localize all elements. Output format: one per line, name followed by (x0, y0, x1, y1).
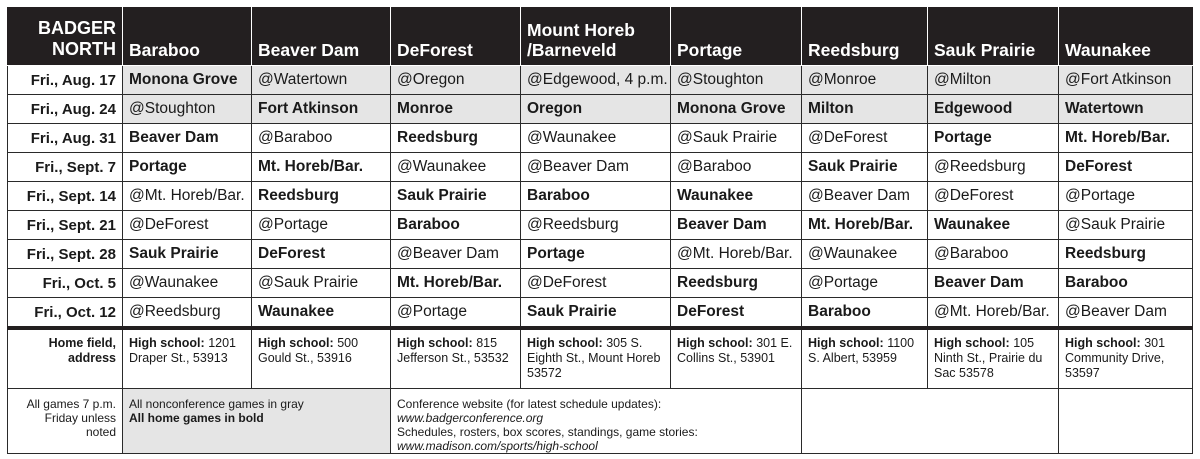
empty-cell (802, 389, 1059, 454)
game-cell-beaver-dam: DeForest (252, 240, 391, 269)
game-cell-portage: @Baraboo (671, 153, 802, 182)
team-header-deforest: DeForest (391, 8, 521, 66)
game-cell-deforest: Mt. Horeb/Bar. (391, 269, 521, 298)
date-label: Fri., Sept. 7 (8, 153, 123, 182)
football-schedule-table (7, 7, 1193, 454)
date-label: Fri., Oct. 5 (8, 269, 123, 298)
game-cell-mount-horeb-barneveld: Sauk Prairie (521, 298, 671, 329)
game-cell-deforest: @Portage (391, 298, 521, 329)
game-cell-sauk-prairie: @Reedsburg (928, 153, 1059, 182)
game-cell-deforest: @Waunakee (391, 153, 521, 182)
game-row-fri-sept-14 (8, 182, 1193, 211)
game-cell-sauk-prairie: @DeForest (928, 182, 1059, 211)
game-cell-sauk-prairie: @Baraboo (928, 240, 1059, 269)
game-cell-waunakee: DeForest (1059, 153, 1193, 182)
game-cell-baraboo: @Mt. Horeb/Bar. (123, 182, 252, 211)
conference-website-link[interactable]: www.badgerconference.org (397, 411, 544, 425)
game-cell-baraboo: Beaver Dam (123, 124, 252, 153)
home-field-baraboo: High school: 1201 Draper St., 53913 (123, 328, 252, 389)
game-cell-mount-horeb-barneveld: @Reedsburg (521, 211, 671, 240)
game-cell-beaver-dam: Waunakee (252, 298, 391, 329)
game-cell-portage: DeForest (671, 298, 802, 329)
game-cell-baraboo: @Waunakee (123, 269, 252, 298)
game-cell-waunakee: Mt. Horeb/Bar. (1059, 124, 1193, 153)
game-cell-beaver-dam: Fort Atkinson (252, 95, 391, 124)
empty-cell-last (1059, 389, 1193, 454)
game-row-fri-aug-17 (8, 66, 1193, 95)
game-cell-beaver-dam: @Sauk Prairie (252, 269, 391, 298)
game-cell-baraboo: @Stoughton (123, 95, 252, 124)
game-cell-deforest: @Oregon (391, 66, 521, 95)
game-cell-beaver-dam: Mt. Horeb/Bar. (252, 153, 391, 182)
team-header-beaver-dam: Beaver Dam (252, 8, 391, 66)
game-cell-waunakee: @Beaver Dam (1059, 298, 1193, 329)
legend-nonconference: All nonconference games in gray (129, 397, 304, 411)
conference-website-line: Conference website (for latest schedule updates): www.badgerconference.org (397, 397, 662, 425)
game-cell-baraboo: @DeForest (123, 211, 252, 240)
game-cell-waunakee: Baraboo (1059, 269, 1193, 298)
game-cell-reedsburg: @Portage (802, 269, 928, 298)
date-label: Fri., Aug. 17 (8, 66, 123, 95)
game-cell-sauk-prairie: Beaver Dam (928, 269, 1059, 298)
game-cell-portage: @Mt. Horeb/Bar. (671, 240, 802, 269)
game-cell-baraboo: Portage (123, 153, 252, 182)
date-label: Fri., Aug. 24 (8, 95, 123, 124)
schedules-line: Schedules, rosters, box scores, standings, game stories: (397, 425, 698, 439)
game-cell-waunakee: Watertown (1059, 95, 1193, 124)
team-header-sauk-prairie: Sauk Prairie (928, 8, 1059, 66)
game-cell-baraboo: @Reedsburg (123, 298, 252, 329)
game-cell-reedsburg: Baraboo (802, 298, 928, 329)
game-cell-reedsburg: Milton (802, 95, 928, 124)
home-field-reedsburg: High school: 1100 S. Albert, 53959 (802, 328, 928, 389)
game-cell-reedsburg: @Monroe (802, 66, 928, 95)
game-cell-portage: Beaver Dam (671, 211, 802, 240)
game-cell-waunakee: @Fort Atkinson (1059, 66, 1193, 95)
home-field-portage: High school: 301 E. Collins St., 53901 (671, 328, 802, 389)
game-cell-baraboo: Monona Grove (123, 66, 252, 95)
legend-cell (123, 389, 391, 454)
game-cell-beaver-dam: @Baraboo (252, 124, 391, 153)
game-cell-sauk-prairie: Portage (928, 124, 1059, 153)
game-cell-reedsburg: @DeForest (802, 124, 928, 153)
game-cell-beaver-dam: Reedsburg (252, 182, 391, 211)
game-cell-sauk-prairie: Edgewood (928, 95, 1059, 124)
game-row-fri-sept-28 (8, 240, 1193, 269)
home-field-label: Home field, address (8, 328, 123, 389)
home-field-deforest: High school: 815 Jefferson St., 53532 (391, 328, 521, 389)
game-cell-reedsburg: @Waunakee (802, 240, 928, 269)
game-cell-waunakee: @Sauk Prairie (1059, 211, 1193, 240)
game-cell-mount-horeb-barneveld: @Beaver Dam (521, 153, 671, 182)
game-cell-deforest: Reedsburg (391, 124, 521, 153)
game-cell-portage: @Stoughton (671, 66, 802, 95)
game-cell-mount-horeb-barneveld: Oregon (521, 95, 671, 124)
game-cell-portage: Waunakee (671, 182, 802, 211)
home-field-beaver-dam: High school: 500 Gould St., 53916 (252, 328, 391, 389)
game-cell-mount-horeb-barneveld: @DeForest (521, 269, 671, 298)
team-header-waunakee: Waunakee (1059, 8, 1193, 66)
date-label: Fri., Sept. 21 (8, 211, 123, 240)
game-cell-deforest: Sauk Prairie (391, 182, 521, 211)
websites-cell (391, 389, 802, 454)
game-cell-mount-horeb-barneveld: @Waunakee (521, 124, 671, 153)
game-cell-portage: @Sauk Prairie (671, 124, 802, 153)
game-cell-sauk-prairie: @Mt. Horeb/Bar. (928, 298, 1059, 329)
date-label: Fri., Oct. 12 (8, 298, 123, 329)
game-cell-deforest: @Beaver Dam (391, 240, 521, 269)
game-time-note: All games 7 p.m. Friday unless noted (8, 389, 123, 454)
home-field-waunakee: High school: 301 Community Drive, 53597 (1059, 328, 1193, 389)
game-cell-mount-horeb-barneveld: Portage (521, 240, 671, 269)
game-row-fri-sept-21 (8, 211, 1193, 240)
game-cell-beaver-dam: @Portage (252, 211, 391, 240)
game-cell-sauk-prairie: @Milton (928, 66, 1059, 95)
game-cell-mount-horeb-barneveld: @Edgewood, 4 p.m. (521, 66, 671, 95)
conference-label: BADGER NORTH (8, 8, 123, 66)
game-cell-beaver-dam: @Watertown (252, 66, 391, 95)
game-cell-waunakee: @Portage (1059, 182, 1193, 211)
date-label: Fri., Sept. 28 (8, 240, 123, 269)
game-cell-reedsburg: @Beaver Dam (802, 182, 928, 211)
game-cell-reedsburg: Sauk Prairie (802, 153, 928, 182)
game-row-fri-sept-7 (8, 153, 1193, 182)
game-row-fri-aug-24 (8, 95, 1193, 124)
date-label: Fri., Aug. 31 (8, 124, 123, 153)
schedules-website-link[interactable]: www.madison.com/sports/high-school (397, 439, 598, 453)
game-cell-deforest: Monroe (391, 95, 521, 124)
legend-home-games: All home games in bold (129, 411, 264, 425)
game-cell-portage: Monona Grove (671, 95, 802, 124)
game-cell-deforest: Baraboo (391, 211, 521, 240)
home-field-row (8, 328, 1193, 389)
date-label: Fri., Sept. 14 (8, 182, 123, 211)
game-cell-waunakee: Reedsburg (1059, 240, 1193, 269)
team-header-baraboo: Baraboo (123, 8, 252, 66)
game-cell-portage: Reedsburg (671, 269, 802, 298)
game-cell-mount-horeb-barneveld: Baraboo (521, 182, 671, 211)
notes-row (8, 389, 1193, 454)
game-cell-reedsburg: Mt. Horeb/Bar. (802, 211, 928, 240)
game-row-fri-aug-31 (8, 124, 1193, 153)
game-rows (8, 66, 1193, 329)
game-row-fri-oct-12 (8, 298, 1193, 329)
game-row-fri-oct-5 (8, 269, 1193, 298)
game-cell-sauk-prairie: Waunakee (928, 211, 1059, 240)
game-cell-baraboo: Sauk Prairie (123, 240, 252, 269)
header-row (8, 8, 1193, 66)
team-header-portage: Portage (671, 8, 802, 66)
team-header-mount-horeb-barneveld: Mount Horeb /Barneveld (521, 8, 671, 66)
team-header-reedsburg: Reedsburg (802, 8, 928, 66)
home-field-sauk-prairie: High school: 105 Ninth St., Prairie du Sac 53578 (928, 328, 1059, 389)
home-field-mount-horeb: High school: 305 S. Eighth St., Mount Horeb 53572 (521, 328, 671, 389)
info-rows (8, 328, 1193, 454)
